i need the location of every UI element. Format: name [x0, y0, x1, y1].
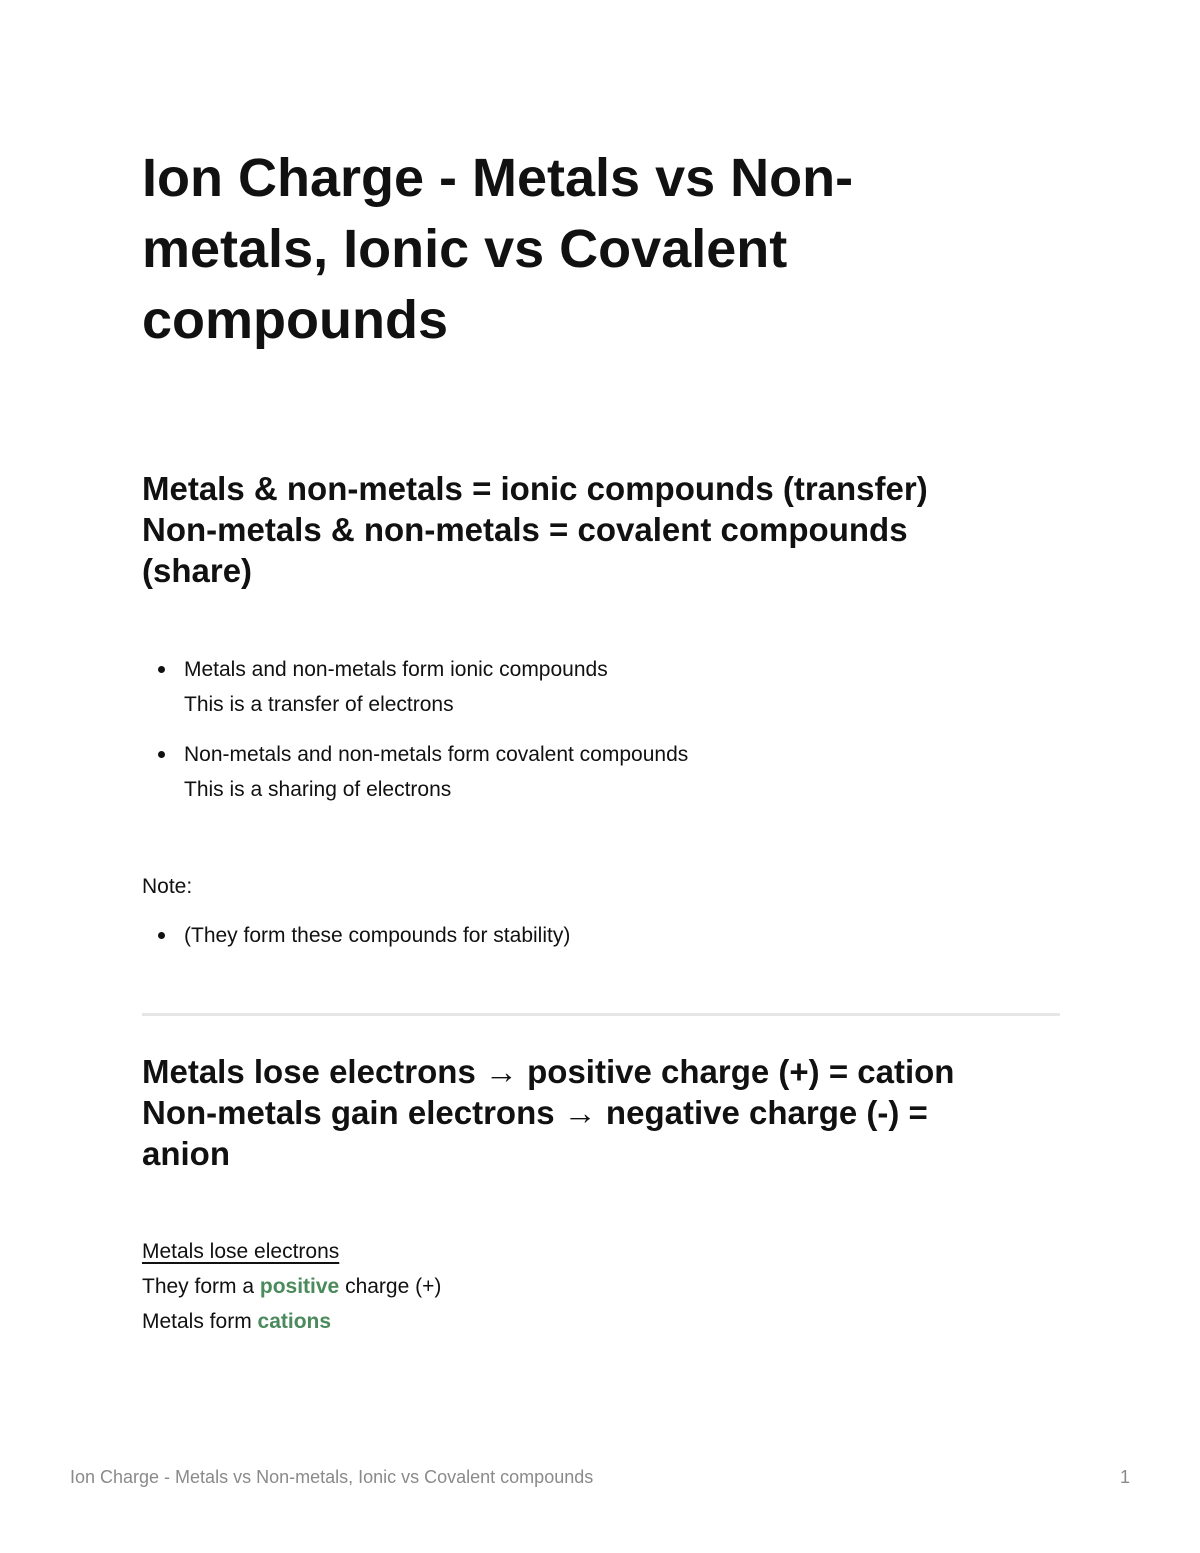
title-line: Ion Charge - Metals vs Non- [142, 148, 854, 208]
heading-line: Metals & non-metals = ionic compounds (transfer) [142, 470, 928, 507]
list-item [142, 737, 1060, 807]
underlined-text: Metals lose electrons [142, 1240, 340, 1263]
bullet-icon [158, 751, 165, 758]
bullet-icon [158, 666, 165, 673]
list-item [142, 652, 1060, 722]
heading-line: Metals lose electrons → positive charge (+) = cation [142, 1053, 955, 1090]
list-item [142, 918, 1060, 953]
bullet-subtext: This is a transfer of electrons [184, 693, 454, 716]
bullet-icon [158, 932, 165, 939]
compound-bullet-list [142, 652, 1060, 807]
text-fragment: They form a [142, 1275, 260, 1298]
bullet-text: Non-metals and non-metals form covalent compounds [184, 743, 689, 766]
highlight-text: cations [257, 1310, 332, 1333]
title-line: metals, Ionic vs Covalent [142, 219, 788, 279]
paragraph-line [142, 1304, 331, 1339]
section-heading-ionic-covalent [142, 468, 1060, 591]
section-heading-cation-anion [142, 1051, 1060, 1174]
note-bullet-list [142, 918, 1060, 953]
highlight-text: positive [259, 1275, 340, 1298]
heading-line: (share) [142, 552, 253, 589]
paragraph-line [142, 1234, 339, 1269]
heading-line: Non-metals & non-metals = covalent compounds [142, 511, 908, 548]
note-label: Note: [142, 875, 193, 898]
bullet-subtext: This is a sharing of electrons [184, 778, 452, 801]
paragraph-line [142, 1269, 441, 1304]
section-divider [142, 1013, 1060, 1016]
bullet-text: (They form these compounds for stability) [184, 924, 571, 947]
page-footer-title: Ion Charge - Metals vs Non-metals, Ionic vs Covalent compounds [70, 1467, 594, 1487]
heading-line: anion [142, 1135, 230, 1172]
bullet-text: Metals and non-metals form ionic compounds [184, 658, 608, 681]
title-line: compounds [142, 290, 448, 350]
page-title [142, 143, 1060, 356]
page-number: 1 [1119, 1467, 1130, 1487]
text-fragment: charge (+) [339, 1275, 442, 1298]
heading-line: Non-metals gain electrons → negative charge (-) = [142, 1094, 928, 1131]
text-fragment: Metals form [142, 1310, 258, 1333]
